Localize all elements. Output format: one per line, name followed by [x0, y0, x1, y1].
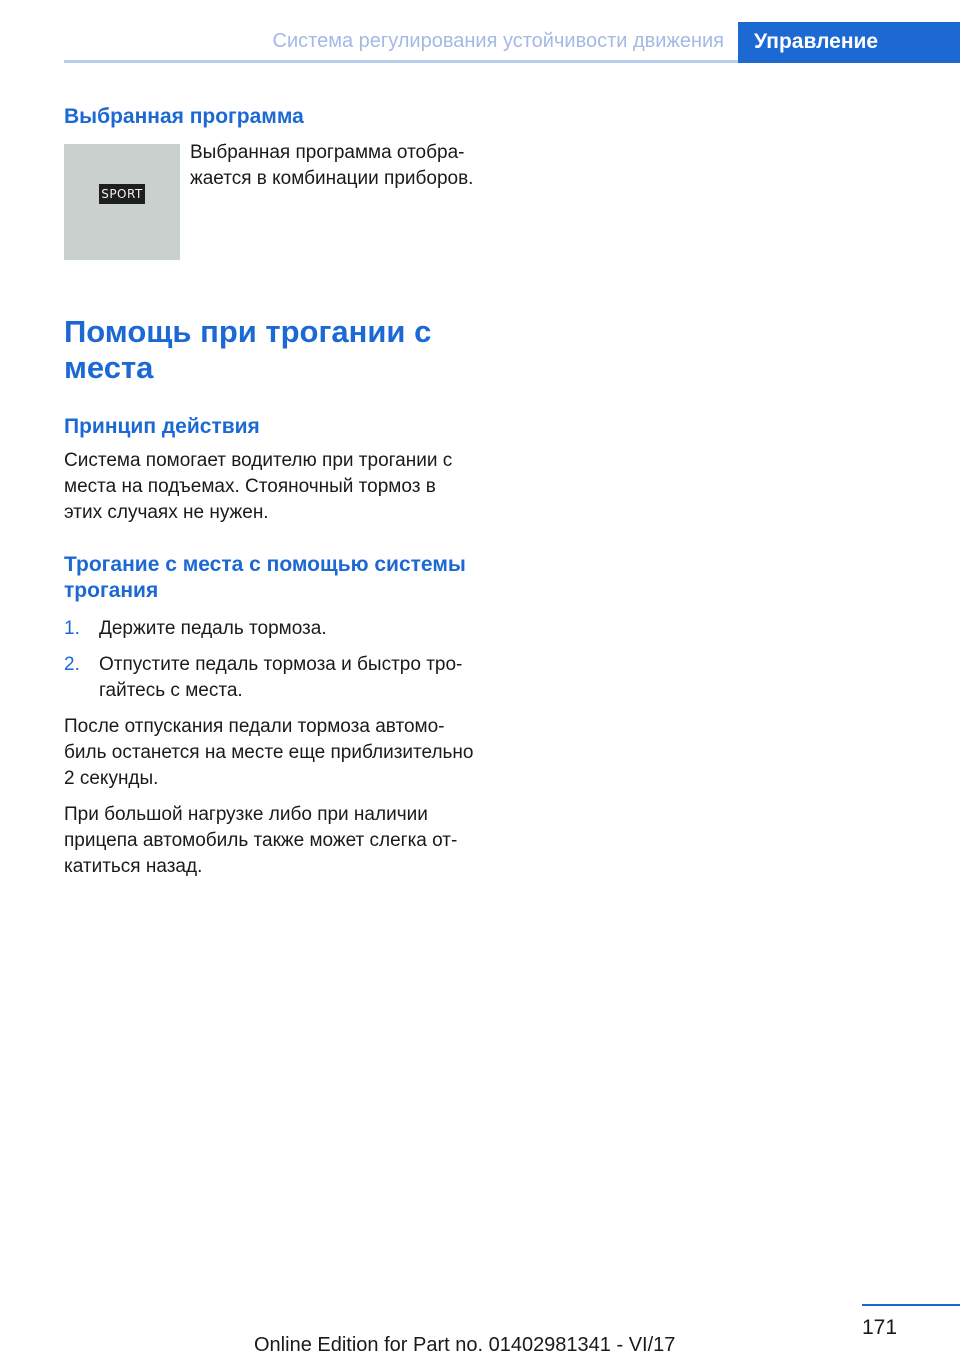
- sport-mode-indicator: [99, 184, 145, 204]
- step-number: 2.: [64, 654, 80, 675]
- selected-program-heading: Выбранная программа: [64, 105, 304, 128]
- selected-program-caption: Выбранная программа отображается в комбинации приборов.: [190, 142, 474, 189]
- chapter-tab: Управление: [738, 22, 960, 63]
- step-text: Отпустите педаль тормоза и быстро трогайтесь с места.: [99, 654, 463, 701]
- steps-list: [64, 616, 479, 704]
- footer-divider: [862, 1304, 960, 1306]
- step-number: 1.: [64, 618, 80, 639]
- content-column: [64, 100, 479, 880]
- selected-program-figure-row: [64, 144, 479, 260]
- load-warning-text: При большой нагрузке либо при наличии прицепа автомобиль также может слегка откатиться назад.: [64, 804, 458, 877]
- principle-text: Система помогает водителю при трогании с места на подъемах. Стояночный тормоз в этих случаях не нужен.: [64, 450, 453, 523]
- list-item: [64, 616, 479, 642]
- header-divider: [64, 60, 738, 63]
- list-item: [64, 652, 479, 704]
- header-section-title: Система регулирования устойчивости движения: [272, 30, 724, 52]
- start-with-assist-heading: Трогание с места с помощью системы трогания: [64, 553, 466, 602]
- sport-display-image: [64, 144, 180, 260]
- page-number: 171: [862, 1316, 898, 1339]
- sport-mode-label: SPORT: [101, 187, 143, 201]
- step-text: Держите педаль тормоза.: [99, 618, 327, 639]
- after-release-text: После отпускания педали тормоза автомобиль останется на месте еще приблизительно 2 секунды.: [64, 716, 474, 789]
- footer-edition: Online Edition for Part no. 01402981341 - VI/17: [254, 1334, 676, 1356]
- hill-start-title: Помощь при трогании с места: [64, 314, 432, 385]
- principle-heading: Принцип действия: [64, 415, 260, 438]
